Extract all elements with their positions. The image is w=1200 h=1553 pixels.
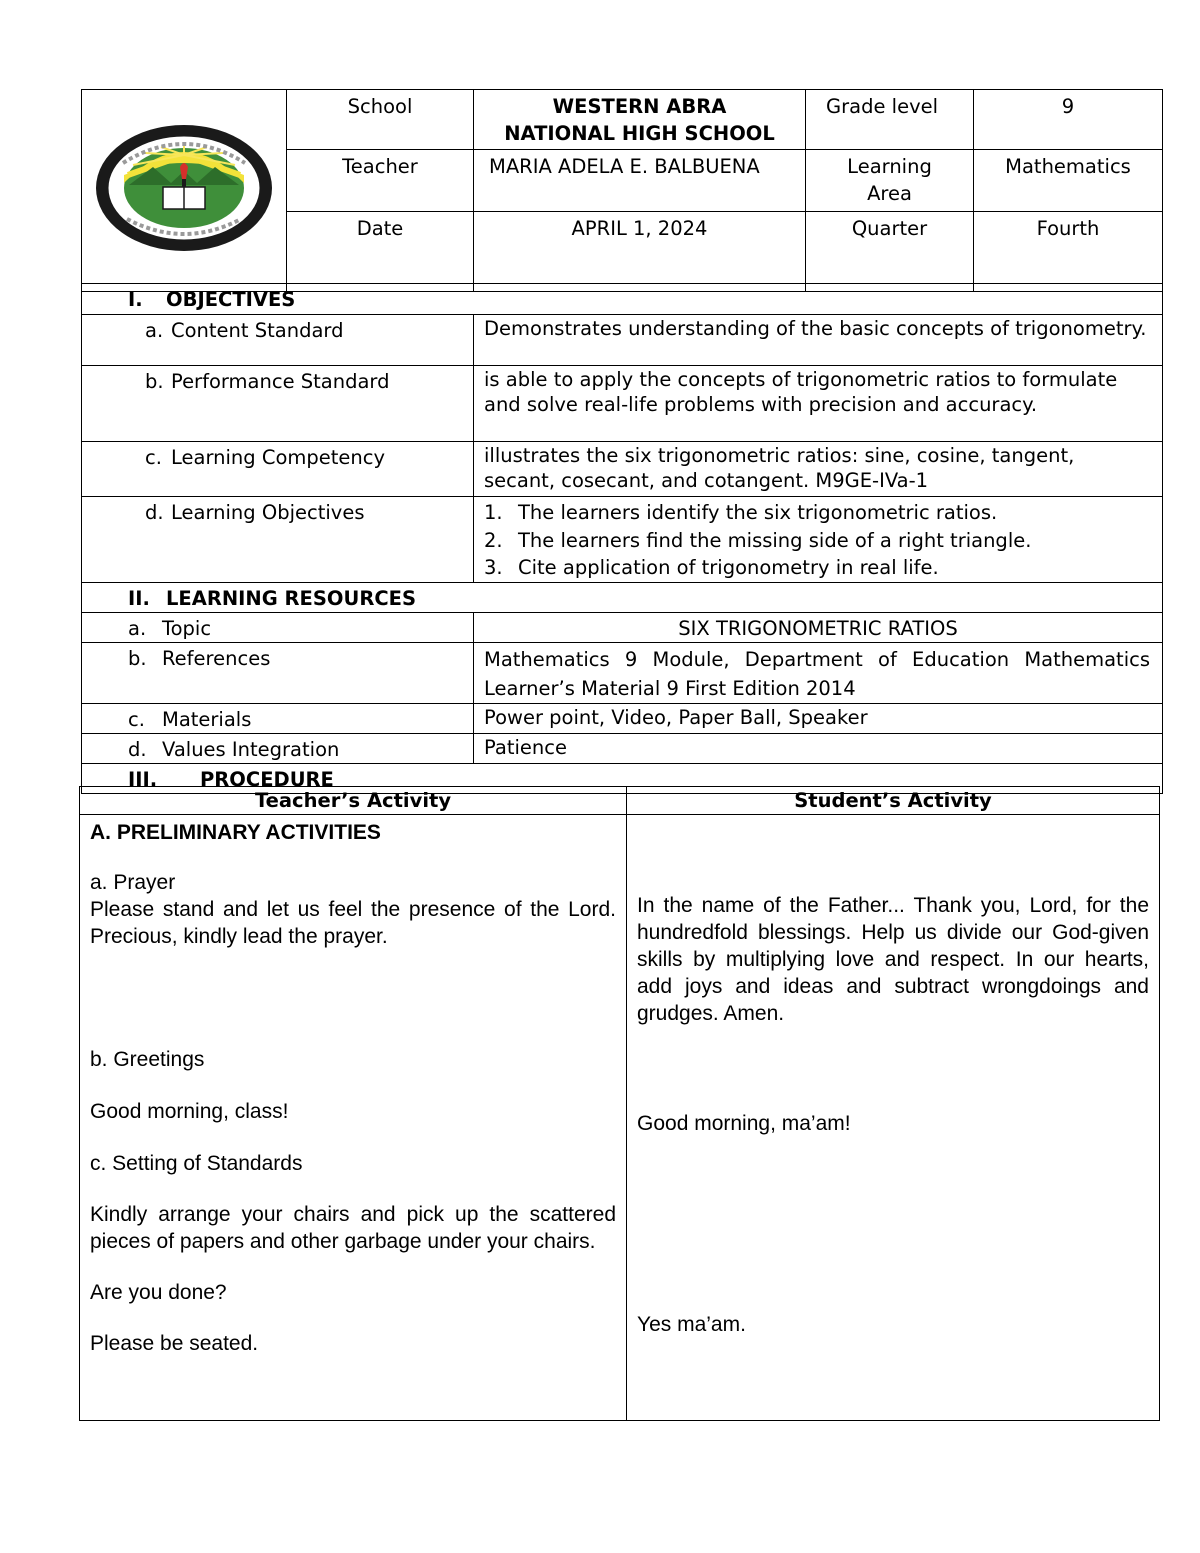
learning-objective-text: The learners find the missing side of a right triangle.: [518, 528, 1032, 552]
objectives-section-heading: [82, 284, 1163, 315]
quarter-value: Fourth: [974, 212, 1163, 292]
student-activity-cell: [627, 815, 1160, 1421]
prayer-title: a. Prayer: [90, 871, 176, 894]
school-seal-logo: [93, 123, 275, 253]
resources-section-heading: [82, 582, 1163, 612]
materials-letter: c.: [128, 707, 145, 731]
learning-competency-label-cell: [82, 442, 474, 497]
standards-title: c. Setting of Standards: [90, 1152, 303, 1175]
learning-objectives-label-cell: [82, 497, 474, 583]
quarter-label: Quarter: [806, 212, 974, 292]
learning-objectives-list: [484, 499, 1150, 582]
performance-standard-letter: b.: [145, 370, 164, 393]
references-value: Mathematics 9 Module, Department of Education Mathematics Learner’s Material 9 First Edition 2014: [474, 642, 1163, 703]
learning-competency-label: Learning Competency: [171, 446, 386, 469]
done-question: Are you done?: [90, 1281, 227, 1304]
content-standard-letter: a.: [145, 319, 164, 342]
preliminary-activities-title: A. PRELIMINARY ACTIVITIES: [90, 821, 381, 844]
school-name-cell: [474, 90, 806, 150]
student-greeting: Good morning, ma’am!: [637, 1112, 851, 1135]
content-standard-label-cell: [82, 315, 474, 366]
student-done-reply: Yes ma’am.: [637, 1313, 746, 1336]
area-value: Mathematics: [974, 150, 1163, 212]
objectives-roman: I.: [128, 288, 143, 311]
standards-instruction: Kindly arrange your chairs and pick up the scattered pieces of papers and other garbage under your chairs.: [90, 1203, 616, 1253]
learning-objective-text: The learners identify the six trigonometric ratios.: [518, 501, 998, 524]
learning-objective-item: [484, 527, 1150, 555]
learning-objective-item: [484, 554, 1150, 582]
references-label: References: [162, 646, 271, 670]
procedure-table: [79, 786, 1160, 1421]
teacher-activity-header: Teacher’s Activity: [80, 787, 627, 815]
values-label: Values Integration: [162, 737, 340, 761]
teacher-value: MARIA ADELA E. BALBUENA: [474, 150, 806, 212]
materials-label-cell: [82, 703, 474, 733]
topic-letter: a.: [128, 616, 147, 640]
performance-standard-label: Performance Standard: [171, 370, 390, 393]
greetings-title: b. Greetings: [90, 1048, 205, 1071]
learning-objectives-label: Learning Objectives: [171, 501, 365, 524]
prayer-instruction: Please stand and let us feel the presence of the Lord. Precious, kindly lead the prayer.: [90, 898, 616, 948]
learning-objective-number: 1.: [484, 501, 503, 524]
area-label-cell: [806, 150, 974, 212]
topic-label-cell: [82, 612, 474, 642]
materials-value: Power point, Video, Paper Ball, Speaker: [474, 703, 1163, 733]
learning-objective-text: Cite application of trigonometry in real life.: [518, 556, 939, 579]
school-name-line1: WESTERN ABRA: [552, 95, 727, 118]
topic-label: Topic: [162, 616, 212, 640]
teacher-label: Teacher: [287, 150, 474, 212]
learning-objectives-letter: d.: [145, 501, 164, 524]
objectives-title: OBJECTIVES: [166, 288, 296, 311]
seated-instruction: Please be seated.: [90, 1332, 259, 1355]
student-prayer: In the name of the Father... Thank you, Lord, for the hundredfold blessings. Help us divide our God-given skills by multiplying love and respect. In our hearts, add joys and ideas and subtract wrongdoings and grudges. Amen.: [637, 894, 1149, 1025]
values-value: Patience: [474, 733, 1163, 763]
school-name-line2: NATIONAL HIGH SCHOOL: [504, 122, 775, 145]
values-label-cell: [82, 733, 474, 763]
school-seal-cell: [82, 90, 287, 292]
date-value: APRIL 1, 2024: [474, 212, 806, 292]
procedure-title: PROCEDURE: [200, 767, 334, 791]
performance-standard-value: is able to apply the concepts of trigonometric ratios to formulate and solve real-life problems with precision and accuracy.: [474, 366, 1163, 442]
content-standard-label: Content Standard: [171, 319, 344, 342]
references-letter: b.: [128, 646, 147, 670]
area-label-line1: Learning: [847, 155, 932, 178]
student-activity-header: Student’s Activity: [627, 787, 1160, 815]
values-letter: d.: [128, 737, 147, 761]
grade-value: 9: [974, 90, 1163, 150]
grade-label: Grade level: [806, 90, 974, 150]
references-label-cell: [82, 642, 474, 703]
learning-objectives-list-cell: [474, 497, 1163, 583]
header-table: [81, 89, 1163, 292]
learning-objective-item: [484, 499, 1150, 527]
learning-objective-number: 2.: [484, 528, 503, 552]
learning-objective-number: 3.: [484, 556, 503, 579]
performance-standard-label-cell: [82, 366, 474, 442]
procedure-roman: III.: [128, 767, 158, 791]
greetings-text: Good morning, class!: [90, 1100, 289, 1123]
resources-title: LEARNING RESOURCES: [166, 586, 417, 610]
learning-competency-value: illustrates the six trigonometric ratios: sine, cosine, tangent, secant, cosecant, and cotangent. M9GE-IVa-1: [474, 442, 1163, 497]
teacher-activity-cell: [80, 815, 627, 1421]
topic-value: SIX TRIGONOMETRIC RATIOS: [474, 612, 1163, 642]
date-label: Date: [287, 212, 474, 292]
objectives-resources-table: [81, 283, 1163, 794]
school-label: School: [287, 90, 474, 150]
content-standard-value: Demonstrates understanding of the basic concepts of trigonometry.: [474, 315, 1163, 366]
resources-roman: II.: [128, 586, 150, 610]
materials-label: Materials: [162, 707, 252, 731]
area-label-line2: Area: [867, 182, 912, 205]
learning-competency-letter: c.: [145, 446, 162, 469]
